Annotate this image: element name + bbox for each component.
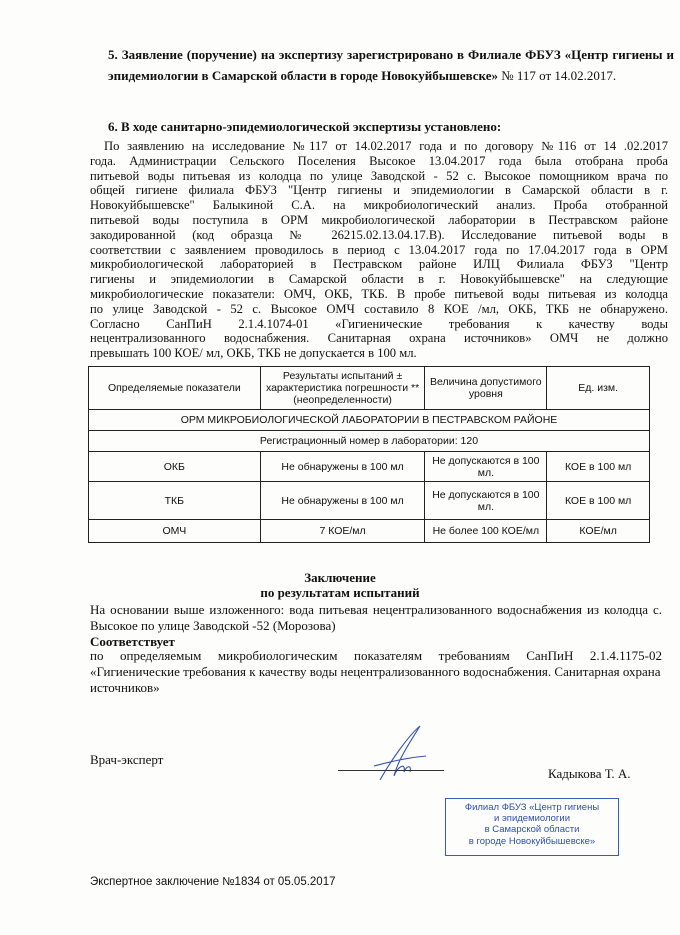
organization-stamp bbox=[445, 798, 619, 856]
table-header-cell: Величина допустимого уровня bbox=[425, 367, 547, 410]
body-line: гигиены и эпидемиологии в Самарской области в г. Новокуйбышевске" на следующие bbox=[90, 272, 668, 287]
section-5-bold: 5. Заявление (поручение) на экспертизу зарегистрировано в Филиале ФБУЗ «Центр гигиены и эпидемиологии в Самарской области в городе Новокуйбышевске» bbox=[108, 47, 674, 83]
reg-number: Регистрационный номер в лаборатории: 120 bbox=[89, 431, 650, 452]
table-cell: ОКБ bbox=[89, 452, 261, 482]
table-cell: ОМЧ bbox=[89, 520, 261, 543]
body-line: микробиологические показатели: ОМЧ, ОКБ, ТКБ. В пробе питьевой воды питьевая из колодца bbox=[90, 286, 668, 301]
requirements-line-2: «Гигиенические требования к качеству воды нецентрализованного водоснабжения. Санитарная охрана источников» bbox=[90, 664, 661, 695]
requirements-line-1: по определяемым микробиологическим показателям требованиям СанПиН 2.1.4.1175-02 bbox=[90, 648, 662, 663]
table-cell: Не обнаружены в 100 мл bbox=[260, 452, 425, 482]
conclusion-subtitle: по результатам испытаний bbox=[260, 585, 420, 600]
conclusion-verdict: Соответствует bbox=[90, 634, 175, 649]
conclusion-paragraph: На основании выше изложенного: вода питьевая нецентрализованного водоснабжения из колодца с. Высокое по улице Заводской -52 (Морозова) bbox=[90, 602, 662, 633]
section-6-title: 6. В ходе санитарно-эпидемиологической экспертизы установлено: bbox=[108, 119, 502, 134]
body-line: микробиологической лабораторией в Пестравском районе ИЛЦ Филиала ФБУЗ "Центр bbox=[90, 257, 668, 272]
table-row bbox=[89, 452, 650, 482]
table-cell: Не обнаружены в 100 мл bbox=[260, 482, 425, 520]
body-line: года. Администрации Сельского Поселения Высокое 13.04.2017 года была отобрана проба bbox=[90, 153, 668, 168]
body-line: нецентрализованного водоснабжения. Санитарная охрана источников» ОМЧ не должно bbox=[90, 331, 668, 346]
body-line: Новокуйбышевске" Балыкиной С.А. на микробиологический анализ. Проба отобранной bbox=[90, 198, 668, 213]
table-row bbox=[89, 482, 650, 520]
stamp-line: и эпидемиологии bbox=[494, 813, 570, 825]
body-line: общей гигиене филиала ФБУЗ "Центр гигиены и эпидемиологии в Самарской области в г. bbox=[90, 183, 668, 198]
requirements-text bbox=[90, 648, 662, 696]
stamp-line: Филиал ФБУЗ «Центр гигиены bbox=[464, 802, 600, 813]
table-cell: Не более 100 КОЕ/мл bbox=[425, 520, 547, 543]
section-5-paragraph bbox=[108, 44, 674, 86]
table-header-row bbox=[89, 367, 650, 410]
body-line: закодированной (код образца № 26215.02.13.04.17.В). Исследование питьевой воды в bbox=[90, 227, 668, 242]
table-header-cell: Определяемые показатели bbox=[89, 367, 261, 410]
section-5-rest: № 117 от 14.02.2017. bbox=[498, 68, 617, 83]
stamp-line: в городе Новокуйбышевске» bbox=[468, 835, 596, 847]
conclusion-text bbox=[90, 602, 662, 650]
section-6-body bbox=[90, 139, 668, 361]
table-cell: ТКБ bbox=[89, 482, 261, 520]
body-line: По заявлению на исследование №117 от 14.02.2017 года и по договору №116 от 14 .02.2017 bbox=[104, 139, 668, 153]
document-footer: Экспертное заключение №1834 от 05.05.2017 bbox=[90, 876, 336, 888]
lab-row bbox=[89, 410, 650, 431]
body-line: по улице Заводской - 52 с. Высокое ОМЧ составило 8 КОЕ /мл, ОКБ, ТКБ не обнаружено. bbox=[90, 301, 668, 316]
body-line: питьевой воды питьевая из колодца по улице Заводской - 52 с. Высокое помощником врача по bbox=[90, 168, 668, 183]
conclusion-title: Заключение bbox=[304, 570, 376, 585]
results-table bbox=[88, 366, 650, 543]
table-header-cell: Ед. изм. bbox=[547, 367, 650, 410]
body-line: превышать 100 КОЕ/ мл, ОКБ, ТКБ не допускается в 100 мл. bbox=[90, 346, 417, 361]
signatory-role: Врач-эксперт bbox=[90, 752, 164, 767]
stamp-line: в Самарской области bbox=[484, 824, 580, 836]
body-line: питьевой воды поступила в ОРМ микробиологической лаборатории в Пестравском районе bbox=[90, 212, 668, 227]
table-cell: КОЕ/мл bbox=[547, 520, 650, 543]
table-row bbox=[89, 520, 650, 543]
table-cell: КОЕ в 100 мл bbox=[547, 482, 650, 520]
signatory-name: Кадыкова Т. А. bbox=[548, 766, 631, 781]
table-cell: Не допускаются в 100 мл. bbox=[425, 482, 547, 520]
table-header-cell: Результаты испытаний ± характеристика погрешности **(неопределенности) bbox=[260, 367, 425, 410]
body-line: Согласно СанПиН 2.1.4.1074-01 «Гигиенические требования к качеству воды bbox=[90, 316, 668, 331]
table-cell: КОЕ в 100 мл bbox=[547, 452, 650, 482]
lab-name: ОРМ МИКРОБИОЛОГИЧЕСКОЙ ЛАБОРАТОРИИ В ПЕСТРАВСКОМ РАЙОНЕ bbox=[89, 410, 650, 431]
table-cell: 7 КОЕ/мл bbox=[260, 520, 425, 543]
handwritten-signature bbox=[360, 722, 430, 788]
body-line: соответствии с заявлением проводилось в период с 13.04.2017 года по 17.04.2017 года в ОРМ bbox=[90, 242, 668, 257]
signature-line bbox=[338, 770, 444, 771]
reg-row bbox=[89, 431, 650, 452]
table-cell: Не допускаются в 100 мл. bbox=[425, 452, 547, 482]
